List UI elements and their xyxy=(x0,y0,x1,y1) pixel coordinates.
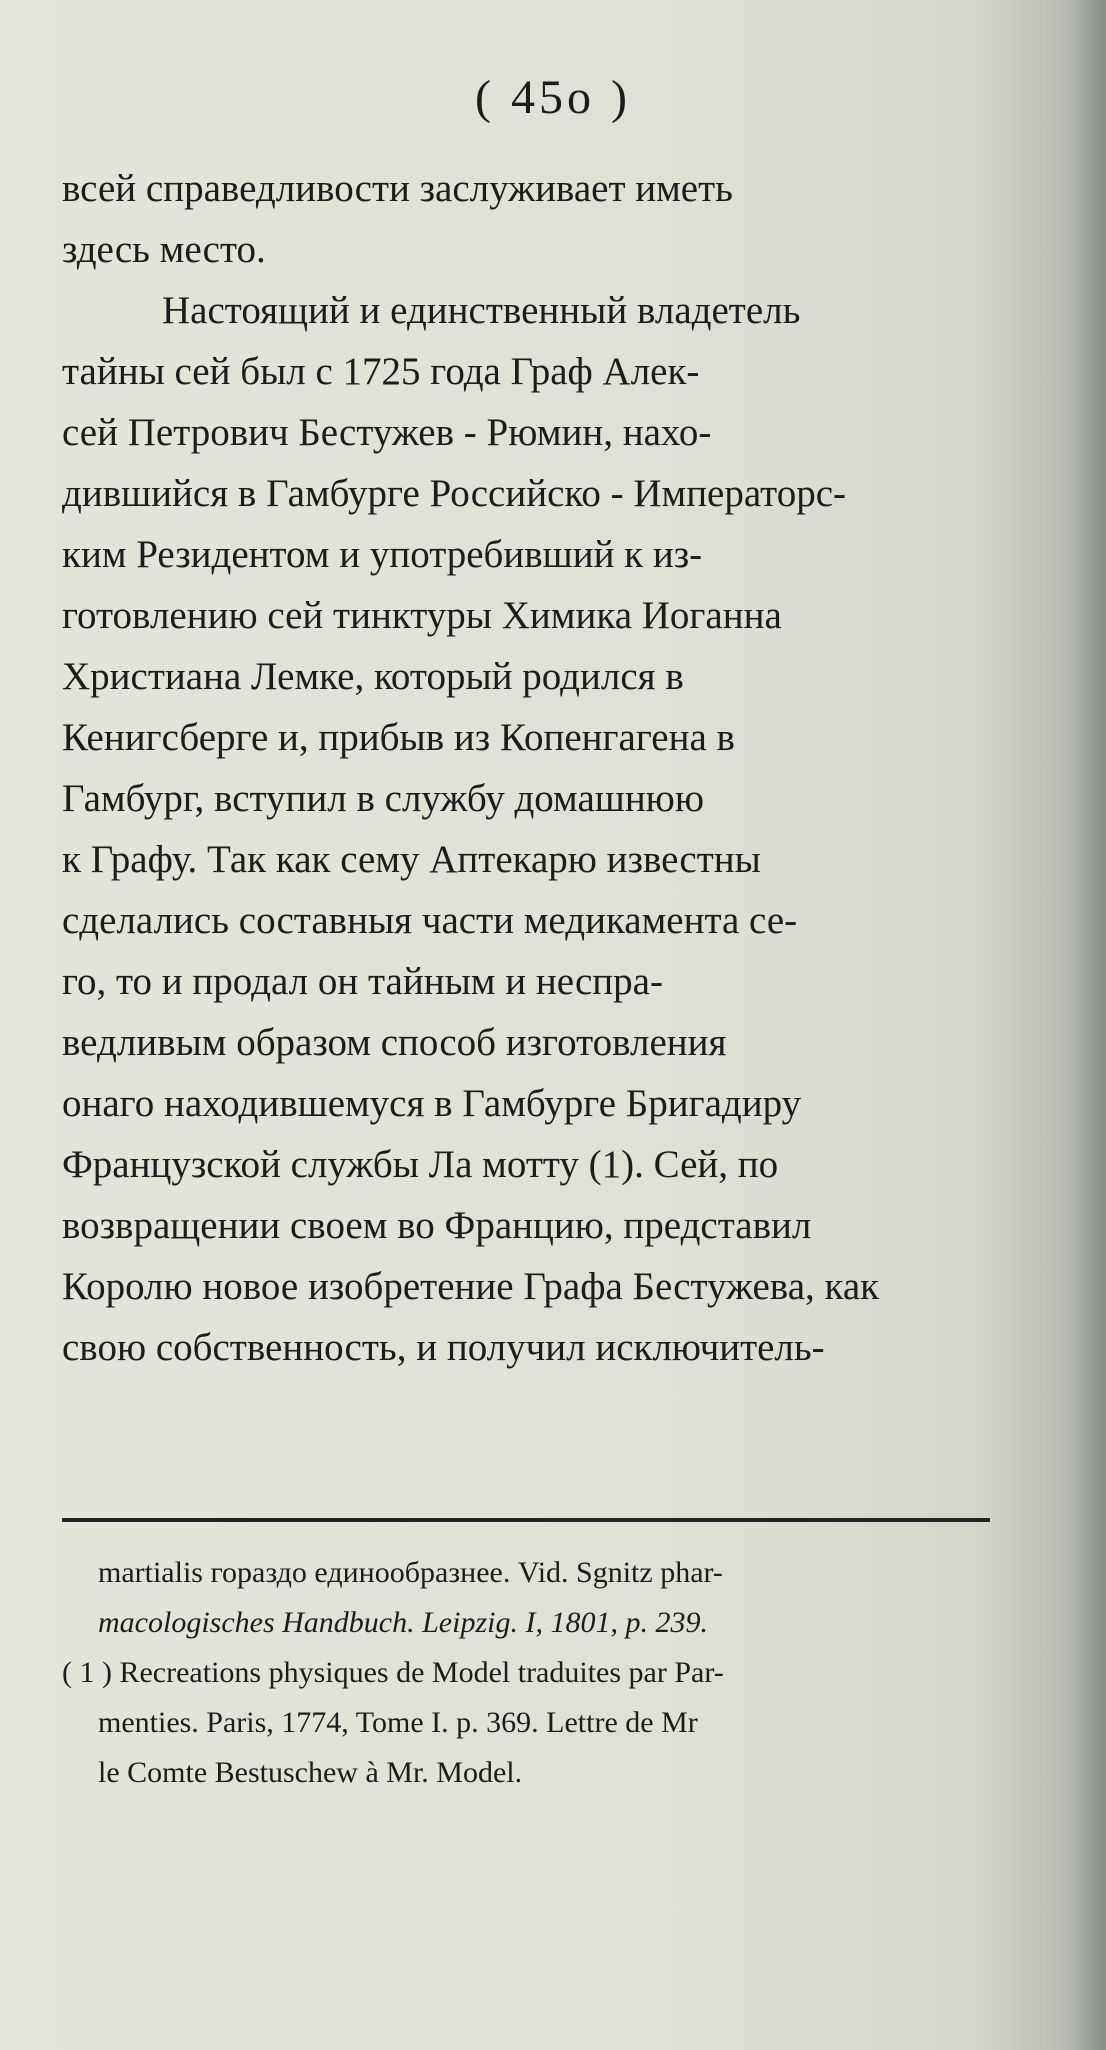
text-line: Христиана Лемке, который родился в xyxy=(62,655,684,698)
footnote-line: ( 1 ) Recreations physiques de Model traduites par Par- xyxy=(62,1656,724,1689)
footnote-separator xyxy=(62,1518,990,1522)
text-line: го, то и продал он тайным и неспра- xyxy=(62,960,663,1003)
text-line: сей Петрович Бестужев - Рюмин, нахо- xyxy=(62,411,712,454)
text-line: ведливым образом способ изготовления xyxy=(62,1021,727,1064)
paragraph-start-line: Настоящий и единственный владетель xyxy=(162,289,801,332)
text-line: свою собственность, и получил исключитель- xyxy=(62,1326,825,1369)
text-line: тайны сей был с 1725 года Граф Алек- xyxy=(62,350,700,393)
text-line: ким Резидентом и употребивший к из- xyxy=(62,533,703,576)
text-line xyxy=(62,158,1032,219)
text-line: Королю новое изобретение Графа Бестужева, как xyxy=(62,1265,880,1308)
text-line: Французской службы Ла мотту (1). Сей, по xyxy=(62,1143,779,1186)
page-edge-shadow xyxy=(1072,0,1106,2050)
text-line: дившийся в Гамбурге Российско - Императорс- xyxy=(62,472,846,515)
footnote-line: le Comte Bestuschew à Mr. Model. xyxy=(98,1756,523,1789)
footnote-line: macologisches Handbuch. Leipzig. I, 1801, p. 239. xyxy=(98,1606,708,1639)
text-line: Гамбург, вступил в службу домашнюю xyxy=(62,777,704,820)
footnote-line: menties. Paris, 1774, Tome I. p. 369. Lettre de Mr xyxy=(98,1706,698,1739)
page-number: ( 45o ) xyxy=(475,71,631,124)
text-line: сделались составныя части медикамента се- xyxy=(62,899,798,942)
main-text xyxy=(62,158,1032,1378)
text-line: Кенигсберге и, прибыв из Копенгагена в xyxy=(62,716,735,759)
text-line: здесь место. xyxy=(62,228,266,271)
footnote-line: martialis гораздо единообразнее. Vid. Sgnitz phar- xyxy=(98,1556,723,1589)
text-line: к Графу. Так как сему Аптекарю известны xyxy=(62,838,761,881)
text-line: возвращении своем во Францию, представил xyxy=(62,1204,812,1247)
text-line: готовлению сей тинктуры Химика Иоганна xyxy=(62,594,782,637)
text-line: онаго находившемуся в Гамбурге Бригадиру xyxy=(62,1082,802,1125)
text-line-content: всей справедливости заслуживает иметь xyxy=(62,167,733,210)
footnotes xyxy=(62,1548,1032,1798)
